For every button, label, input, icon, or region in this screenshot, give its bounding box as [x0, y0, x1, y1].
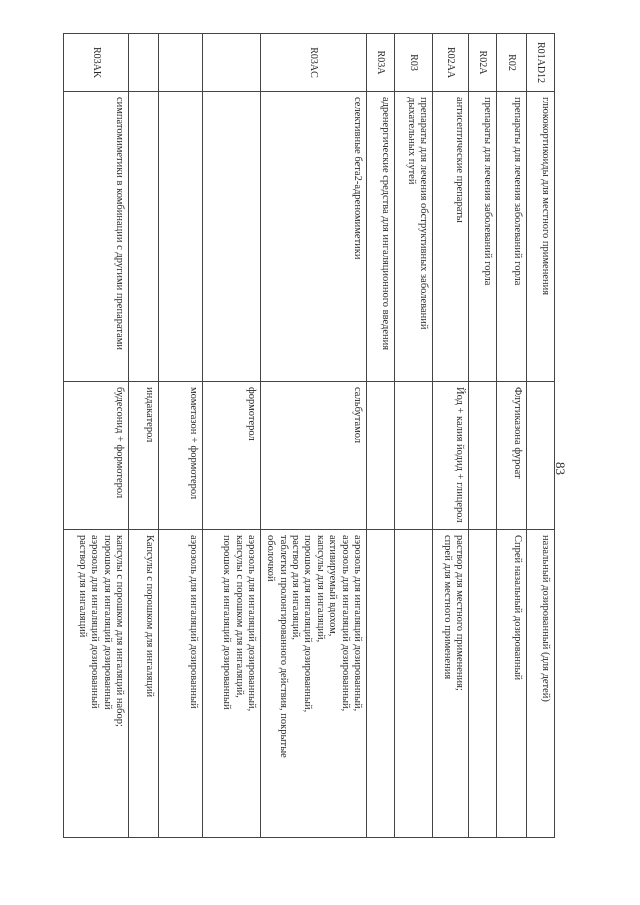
dosage-form-line: аэрозоль для ингаляций дозированный,: [339, 535, 351, 712]
page-number: 83: [553, 462, 568, 475]
dosage-form-cell: [497, 530, 527, 838]
group-name-cell: симпатомиметики в комбинации с другими препаратами: [64, 92, 129, 382]
dosage-form-cell: [433, 530, 469, 838]
inn-cell: Йод + калия йодид + глицерол: [433, 382, 469, 530]
table-row: [261, 34, 367, 838]
group-name-cell: глюкокортикоиды для местного применения: [527, 92, 555, 382]
dosage-form-line: порошок для ингаляций дозированный,: [302, 535, 314, 713]
atc-code-cell: [129, 34, 159, 92]
dosage-form-cell: [64, 530, 129, 838]
table-row: [497, 34, 527, 838]
dosage-form-line: аэрозоль для ингаляций дозированный,: [246, 535, 257, 712]
dosage-form-line: Капсулы с порошком для ингаляций: [144, 535, 155, 698]
atc-code-cell: R03: [395, 34, 433, 92]
drug-table: [63, 33, 555, 838]
dosage-form-line: раствор для ингаляций,: [290, 535, 302, 641]
atc-code-cell: R02: [497, 34, 527, 92]
inn-cell: мометазон + формотерол: [159, 382, 203, 530]
dosage-form-line: назальный дозированный (для детей): [540, 535, 551, 702]
dosage-form-cell: [203, 530, 261, 838]
inn-cell: [469, 382, 497, 530]
table-row: [367, 34, 395, 838]
inn-cell: Флутиказона фуроат: [497, 382, 527, 530]
dosage-form-line: аэрозоль для ингаляций дозированный,: [352, 535, 363, 712]
dosage-form-cell: [159, 530, 203, 838]
inn-cell: будесонид + формотерол: [64, 382, 129, 530]
table-row: [203, 34, 261, 838]
group-name-cell: селективные бета2-адреномиметики: [261, 92, 367, 382]
group-name-cell: [159, 92, 203, 382]
rotated-page: [76, 33, 555, 837]
table-row: [64, 34, 129, 838]
atc-code-cell: R03A: [367, 34, 395, 92]
dosage-form-line: спрей для местного применения: [441, 535, 453, 680]
table-row: [159, 34, 203, 838]
table-row: [469, 34, 497, 838]
dosage-form-cell: [367, 530, 395, 838]
table-row: [395, 34, 433, 838]
inn-cell: индакатерол: [129, 382, 159, 530]
dosage-form-cell: [469, 530, 497, 838]
atc-code-cell: R02A: [469, 34, 497, 92]
inn-cell: [395, 382, 433, 530]
atc-code-cell: R02AA: [433, 34, 469, 92]
table-row: [527, 34, 555, 838]
inn-cell: [527, 382, 555, 530]
group-name-cell: препараты для лечения обструктивных заболеваний дыхательных путей: [395, 92, 433, 382]
table-row: [129, 34, 159, 838]
atc-code-cell: [159, 34, 203, 92]
group-name-cell: препараты для лечения заболеваний горла: [497, 92, 527, 382]
dosage-form-cell: [527, 530, 555, 838]
dosage-form-line: капсулы с порошком для ингаляций набор;: [114, 535, 125, 727]
dosage-form-line: раствор для ингаляций: [76, 535, 88, 638]
dosage-form-line: капсулы для ингаляций,: [314, 535, 326, 643]
dosage-form-line: раствор для местного применения;: [454, 535, 465, 691]
dosage-form-line: аэрозоль для ингаляций дозированный: [89, 535, 101, 709]
table-row: [433, 34, 469, 838]
inn-cell: сальбутамол: [261, 382, 367, 530]
group-name-cell: [129, 92, 159, 382]
atc-code-cell: [203, 34, 261, 92]
dosage-form-line: капсулы с порошком для ингаляций,: [233, 535, 245, 698]
dosage-form-cell: [261, 530, 367, 838]
group-name-cell: антисептические препараты: [433, 92, 469, 382]
dosage-form-line: таблетки пролонгированного действия, покрытые: [277, 535, 289, 758]
dosage-form-line: активируемый вдохом,: [327, 535, 339, 637]
group-name-cell: [203, 92, 261, 382]
dosage-form-line: оболочкой: [265, 535, 277, 582]
dosage-form-cell: [129, 530, 159, 838]
atc-code-cell: R03AK: [64, 34, 129, 92]
dosage-form-line: аэрозоль для ингаляций дозированный: [188, 535, 199, 709]
group-name-cell: препараты для лечения заболеваний горла: [469, 92, 497, 382]
atc-code-cell: R03AC: [261, 34, 367, 92]
dosage-form-line: Спрей назальный дозированный: [512, 535, 523, 681]
dosage-form-cell: [395, 530, 433, 838]
dosage-form-line: порошок для ингаляций дозированный: [101, 535, 113, 710]
atc-code-cell: R01AD12: [527, 34, 555, 92]
dosage-form-line: порошок для ингаляций дозированный: [221, 535, 233, 710]
inn-cell: [367, 382, 395, 530]
inn-cell: формотерол: [203, 382, 261, 530]
group-name-cell: адренергические средства для ингаляционного введения: [367, 92, 395, 382]
